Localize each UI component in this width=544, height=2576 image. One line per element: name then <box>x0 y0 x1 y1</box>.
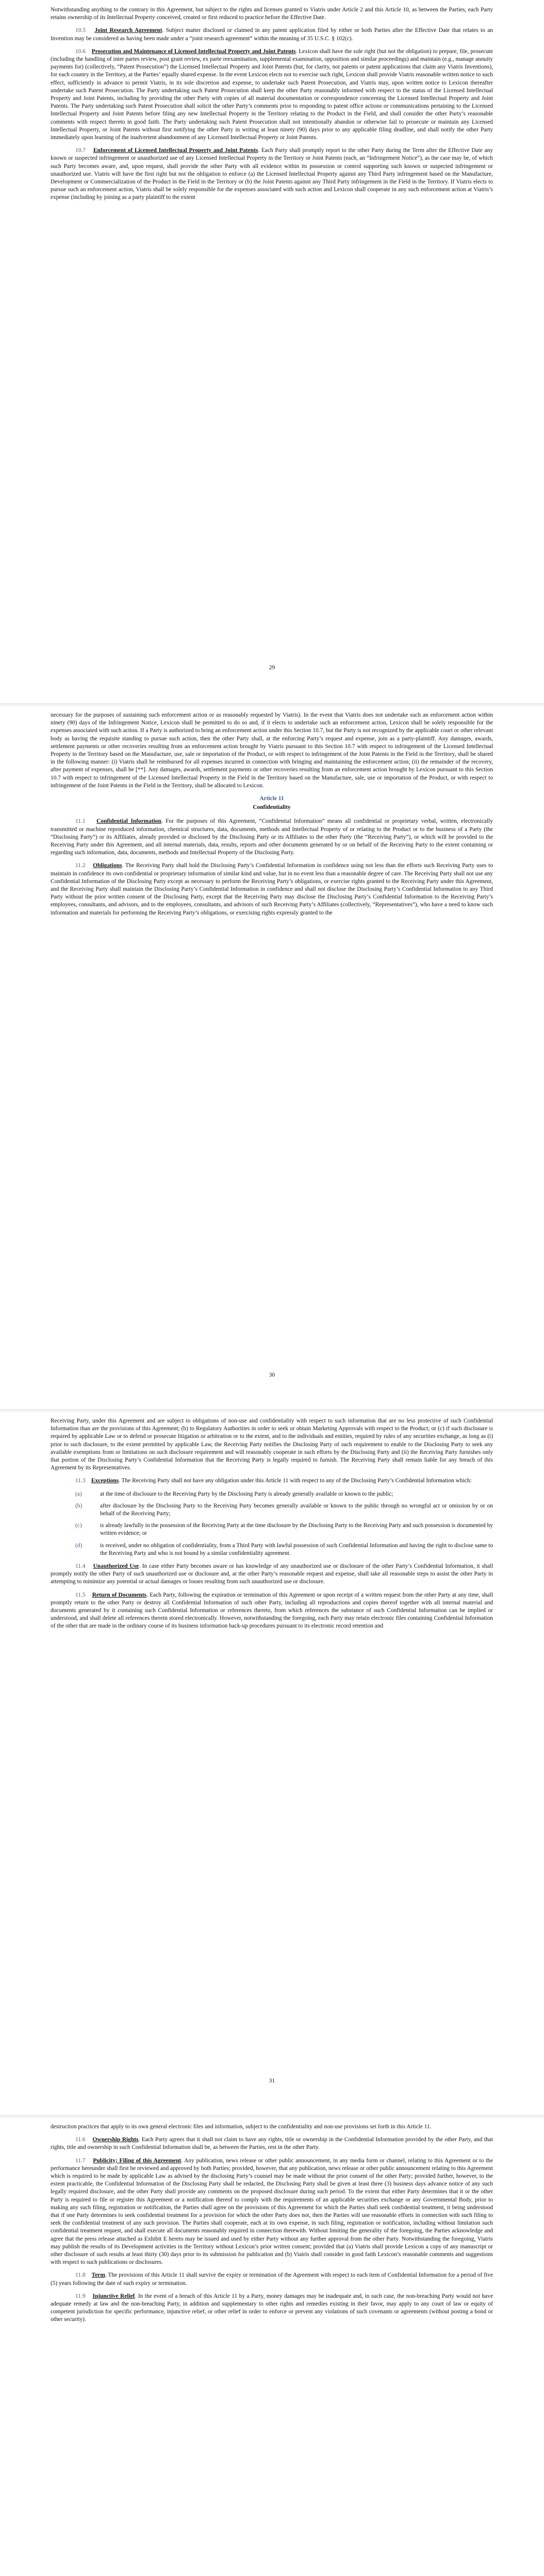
section-number: 11.9 <box>75 2293 86 2299</box>
section-heading: Enforcement of Licensed Intellectual Property and Joint Patents <box>93 147 258 154</box>
list-item-text: is already lawfully in the possession of the Receiving Party at the time disclosure by the Disclosing Party to the Receiving Party and such possession is documented by written evidence; or <box>100 1522 493 1537</box>
list-item-label: (d) <box>75 1542 83 1549</box>
section-number: 11.5 <box>75 1591 86 1598</box>
section-number: 10.6 <box>75 48 86 55</box>
section-heading: Publicity; Filing of this Agreement <box>93 2157 182 2164</box>
page-number: 30 <box>269 1372 275 1378</box>
section-number: 11.6 <box>75 2137 86 2143</box>
section-body: . In the event of a breach of this Article 11 by a Party, money damages may be inadequate and, in such case, the non-breaching Party would not have adequate remedy at law and the non-breaching Party, in addition and supplementary to other rights and remedies existing in their favor, may apply to any court of law or equity of competent jurisdiction for specific performance, injunctive relief, or other relief in order to enforce or prevent any violations of such covenants or agreements (without posting a bond or other security). <box>51 2293 493 2323</box>
paragraph: Notwithstanding anything to the contrary in this Agreement, but subject to the rights and licenses granted to Viatris under Article 2 and this Article 10, as between the Parties, each Party retains ownership of its Intellectual Property conceived, created or first reduced to practice before the Effective Date. <box>51 7 493 21</box>
section-body: . Each Party shall promptly report to the other Party during the Term after the Effective Date any known or suspected infringement or unauthorized use of any Licensed Intellectual Property in the Territory or Joint Patents (each, an “Infringement Notice”), as the case may be, of which such Party becomes aware, and, upon request, shall provide the other Party with all evidence within its possession or control supporting such known or suspected infringement or unauthorized use. Viatris will have the first right but not the obligation to enforce (a) the Licensed Intellectual Property against any Third Party infringement based on the Manufacture, Development or Commercialization of the Product in the Field in the Territory or (b) the Joint Patents against any Third Party infringement in the Field in the Territory. If Viatris elects to pursue such an enforcement action, Viatris shall be solely responsible for the expenses associated with such action and Lexicon shall cooperate in any such enforcement action at Viatris’s expense (including by joining as a party plaintiff to the extent <box>51 147 493 201</box>
list-item <box>51 1502 493 1518</box>
section-heading: Obligations <box>93 862 122 869</box>
section-heading: Joint Research Agreement <box>94 27 162 34</box>
page-number: 29 <box>269 665 275 671</box>
section-body: . For the purposes of this Agreement, “Confidential Information” means all confidential or proprietary verbal, written, electronically transmitted or machine reproduced information, chemical structures, data, documents, methods and Intellectual Property of or relating to the Product or to the business of a Party (the “Disclosing Party”) or its Affiliates, already provided or disclosed by the Disclosing Party or its Affiliates to the other Party (the “Receiving Party”), or which will be provided to the Receiving Party under this Agreement, and all internal materials, data, results, reports and other documents generated by or on behalf of the Receiving Party to the extent containing or regarding such information, data, documents, methods and Intellectual Property of the Disclosing Party. <box>51 818 493 856</box>
list-item <box>51 1542 493 1557</box>
section-11-9 <box>51 2293 493 2324</box>
section-heading: Prosecution and Maintenance of Licensed Intellectual Property and Joint Patents <box>91 48 296 55</box>
section-number: 11.2 <box>75 862 86 869</box>
section-body: . Any publication, news release or other public announcement, in any media form or channel, relating to this Agreement or to the performance hereunder shall first be reviewed and approved by both Parties; provided, however, that any publication, news release or other public announcement relating to this Agreement which is required to be made by applicable Law as advised by the disclosing Party’s counsel may be made without the prior consent of the other Party; provided further, however, to the extent practicable, the Confidential Information of the Disclosing Party shall be redacted, the Disclosing Party shall be given at least three (3) business days advance notice of any such legally required disclosure, and the other Party shall provide any comments on the proposed disclosure during such period. To the extent that either Party determines that it or the other Party is required to file or register this Agreement or a notification thereof to comply with the requirements of an applicable securities exchange or any Governmental Body, prior to making any such filing, registration or notification, the Parties shall agree on the provisions of this Agreement for which the Parties shall seek confidential treatment, it being understood that if one Party determines to seek confidential treatment for a provision for which the other Party does not, then the Parties will use reasonable efforts in connection with such filing to seek the confidential treatment of any such provision. The Parties shall cooperate, each at its own expense, in such filing, registration or notification, including without limitation such confidential treatment request, and shall execute all documents reasonably required in connection therewith. Without limiting the generality of the foregoing, the Parties acknowledge and agree that the press release attached as Exhibit E hereto may be issued and used by either Party without any further approval from the other Party. Notwithstanding the foregoing, Viatris may publish the results of its Development activities in the Territory without Lexicon’s prior written consent; provided that (a) Viatris shall provide Lexicon a copy of any manuscript or other disclosure of such results at least thirty (30) days prior to its submission for publication and (b) Viatris shall consider in good faith Lexicon’s reasonable comments and suggestions with respect to such publications or disclosures. <box>51 2157 493 2266</box>
section-10-5 <box>51 27 493 42</box>
section-11-5 <box>51 1591 493 1631</box>
section-10-7 <box>51 147 493 201</box>
section-number: 10.5 <box>75 27 86 34</box>
section-body: . The provisions of this Article 11 shall survive the expiry or termination of the Agreement with respect to each item of Confidential Information for a period of five (5) years following the date of such expiry or termination. <box>51 2272 493 2286</box>
section-number: 11.4 <box>75 1563 86 1570</box>
page-31-content <box>51 1417 493 1636</box>
document-page-31 <box>0 1412 544 2115</box>
section-11-3 <box>51 1477 493 1485</box>
paragraph: necessary for the purposes of sustaining such enforcement action or as reasonably requested by Viatris). In the event that Viatris does not undertake such an enforcement action within ninety (90) days of the Infringement Notice, Lexicon shall be permitted to do so and, if it elects to undertake such an enforcement action, Lexicon shall be solely responsible for the expenses associated with such action. If a Party is authorized to bring an enforcement action under this Section 10.7, but the Party is not recognized by the applicable court or other relevant body as having the requisite standing to pursue such action, then the other Party shall, at the enforcing Party’s request and expense, join as a party-plaintiff. Any damages, awards, settlement payments or other recoveries resulting from an enforcement action brought by Viatris pursuant to this Section 10.7 with respect to infringement of the Licensed Intellectual Property in the Territory based on the Manufacture, use, sale or importation of the Product, or with respect to infringement of the Joint Patents in the Field in the Territory, shall be shared in the following manner: (i) Viatris shall be reimbursed for all expenses incurred in connection with bringing and maintaining the enforcement action; (ii) the remainder of the recovery, after payment of expenses, shall be [**]. Any damages, awards, settlement payments or other recoveries resulting from an enforcement action brought by Lexicon pursuant to this Section 10.7 with respect to infringement of the Licensed Intellectual Property in the Field in the Territory based on the Manufacture, sale, use or importation of the Product, or with respect to infringement of the Joint Patents in the Field in the Territory, shall be allocated to Lexicon. <box>51 712 493 789</box>
document-page-32 <box>0 2118 544 2576</box>
section-number: 10.7 <box>75 147 86 154</box>
list-item-label: (c) <box>75 1522 82 1529</box>
section-11-1 <box>51 818 493 857</box>
section-11-8 <box>51 2272 493 2287</box>
section-body: . The Receiving Party shall not have any obligation under this Article 11 with respect to any of the Disclosing Party’s Confidential Information which: <box>119 1478 472 1484</box>
section-body: . Subject matter disclosed or claimed in any patent application filed by either or both Parties after the Effective Date that relates to an Invention may be considered as having been made under a “joint research agreement” within the meaning of 35 U.S.C. § 102(c). <box>51 27 493 42</box>
section-body: . Each Party agrees that it shall not claim to have any rights, title or ownership in the Confidential Information provided by the other Party, and that rights, title and ownership in such Confidential Information shall be, as between the Parties, rest in the other Party. <box>51 2137 493 2151</box>
list-item-label: (a) <box>75 1490 82 1497</box>
section-number: 11.7 <box>75 2157 86 2164</box>
section-body: . Each Party, following the expiration or termination of this Agreement or upon receipt of a written request from the other Party at any time, shall promptly return to the other Party or destroy all Confidential Information of such other Party, including all reproductions and copies thereof together with all internal material and documents generated by it containing such Confidential Information or references thereto, from which references the substance of such Confidential Information can be implied or understood, and shall delete all references therein stored electronically. However, notwithstanding the foregoing, each Party may retain electronic files containing Confidential Information of the other that are made in the ordinary course of its business information back-up procedures pursuant to its electronic record retention and <box>51 1591 493 1630</box>
list-item <box>51 1490 493 1498</box>
section-heading: Return of Documents <box>92 1591 146 1598</box>
section-number: 11.1 <box>75 818 86 825</box>
page-number: 31 <box>269 2078 275 2084</box>
section-heading: Injunctive Relief <box>92 2293 135 2299</box>
section-number: 11.3 <box>75 1478 86 1484</box>
page-32-content <box>51 2123 493 2329</box>
section-heading: Term <box>91 2272 105 2279</box>
section-body: . In case either Party becomes aware or has knowledge of any unauthorized use or disclosure of the other Party’s Confidential Information, it shall promptly notify the other Party of such unauthorized use or disclosure and, at the other Party’s reasonable request and expense, shall take all reasonable steps to assist the other Party in attempting to minimize any potential or actual damages or losses resulting from such unauthorized use or disclosure. <box>51 1563 493 1585</box>
section-body: . The Receiving Party shall hold the Disclosing Party’s Confidential Information in confidence using not less than the efforts such Receiving Party uses to maintain in confidence its own confidential or proprietary information of similar kind and value, but in no event less than a reasonable degree of care. The Receiving Party shall not use any Confidential Information of the Disclosing Party except as necessary to perform the Receiving Party’s obligations, or exercise rights granted to the Receiving Party under this Agreement, and the Receiving Party shall maintain the Disclosing Party’s Confidential Information in confidence and shall not disclose the Disclosing Party’s Confidential Information to any Third Party without the prior written consent of the Disclosing Party, except that the Receiving Party may disclose the Disclosing Party’s Confidential Information to the Receiving Party’s employees, consultants, and advisors, and to the employees, consultants, and advisors of such Receiving Party’s Affiliates (collectively, “Representatives”), who have a need to know such information and materials for performing the Receiving Party’s obligations, or exercising rights expressly granted to the <box>51 862 493 916</box>
list-item-label: (b) <box>75 1502 83 1509</box>
section-11-4 <box>51 1563 493 1586</box>
article-number <box>51 795 493 803</box>
page-30-content <box>51 711 493 922</box>
article-label: Article 11 <box>259 795 284 802</box>
section-10-6 <box>51 48 493 142</box>
section-body: . Lexicon shall have the sole right (but not the obligation) to prepare, file, prosecute (including the handling of inter partes review, post grant review, ex parte reexamination, supplemental examination, opposition and similar proceedings) and maintain (e.g., manage annuity payments for) (collectively, “Patent Prosecution”) the Licensed Intellectual Property and Joint Patents (but, for clarity, not patents or patent applications that claim any Viatris Inventions), for each country in the Territory, at the Parties’ equally shared expense. In the event Lexicon elects not to exercise such right, Lexicon shall provide Viatris reasonable written notice to such effect, sufficiently in advance to permit Viatris, in its sole discretion and expense, to undertake such Patent Prosecution, and Viatris may, upon written notice to Lexicon thereafter undertake such Patent Prosecution. The Party undertaking such Patent Prosecution shall keep the other Party reasonably informed with respect to the status of the Licensed Intellectual Property and Joint Patents, including by providing the other Party with copies of all material documentation or correspondence concerning the Licensed Intellectual Property and Joint Patents. The Party undertaking such Patent Prosecution shall solicit the other Party’s comments prior to responding to patent office actions or communications pertaining to the Licensed Intellectual Property and Joint Patents before filing any new Intellectual Property in the Territory relating to the Product in the Field, and shall consider the other Party’s reasonable comments with respect thereto in good faith. The Party undertaking such Patent Prosecution shall not intentionally abandon or otherwise fail to prosecute or maintain any Licensed Intellectual Property, or Joint Patents without first notifying the other Party in writing at least ninety (90) days prior to any applicable filing deadline, and shall notify the other Party immediately upon learning of the inadvertent abandonment of any Licensed Intellectual Property or Joint Patents. <box>51 48 493 141</box>
section-heading: Ownership Rights <box>92 2137 139 2143</box>
section-number: 11.8 <box>75 2272 86 2279</box>
document-page-29 <box>0 0 544 703</box>
list-item <box>51 1522 493 1537</box>
list-item-text: is received, under no obligation of confidentiality, from a Third Party with lawful possession of such Confidential Information and having the right to disclose same to the Receiving Party and who is not bound by a similar confidentiality agreement. <box>100 1542 493 1556</box>
section-heading: Unauthorized Use <box>93 1563 139 1570</box>
section-11-2 <box>51 862 493 917</box>
list-item-text: after disclosure by the Disclosing Party to the Receiving Party becomes generally available or known to the public through no wrongful act or omission by or on behalf of the Receiving Party; <box>100 1502 493 1517</box>
page-29-content <box>51 6 493 207</box>
paragraph: destruction practices that apply to its own general electronic files and information, subject to the confidentiality and non-use provisions set forth in this Article 11. <box>51 2124 432 2130</box>
section-heading: Exceptions <box>91 1478 119 1484</box>
list-item-text: at the time of disclosure to the Receiving Party by the Disclosing Party is already generally available or known to the public; <box>100 1490 393 1497</box>
section-heading: Confidential Information <box>96 818 161 825</box>
paragraph: Receiving Party, under this Agreement and are subject to obligations of non-use and confidentiality with respect to such information that are no less protective of such Confidential Information than are the provisions of this Agreement; (b) to Regulatory Authorities in order to seek or obtain Marketing Approvals with respect to the Product; or (c) if such disclosure is required by applicable Law or to defend or prosecute litigation or arbitration or to the extent, and to the individuals and entities, required by rules of any securities exchange, as long as (i) prior to such disclosure, to the extent permitted by applicable Law, the Receiving Party notifies the Disclosing Party of such requirement to enable to the Disclosing Party to seek any available exemptions from or limitations on such disclosure requirement and will reasonably cooperate in such efforts by the Disclosing Party and (ii) the Receiving Party furnishes only that portion of the Disclosing Party’s Confidential Information that the Receiving Party is legally required to furnish. The Receiving Party shall remain liable for any breach of this Agreement by its Representatives. <box>51 1418 493 1471</box>
article-title: Confidentiality <box>253 804 291 811</box>
document-page-30 <box>0 706 544 1409</box>
section-11-6 <box>51 2136 493 2151</box>
section-11-7 <box>51 2157 493 2267</box>
